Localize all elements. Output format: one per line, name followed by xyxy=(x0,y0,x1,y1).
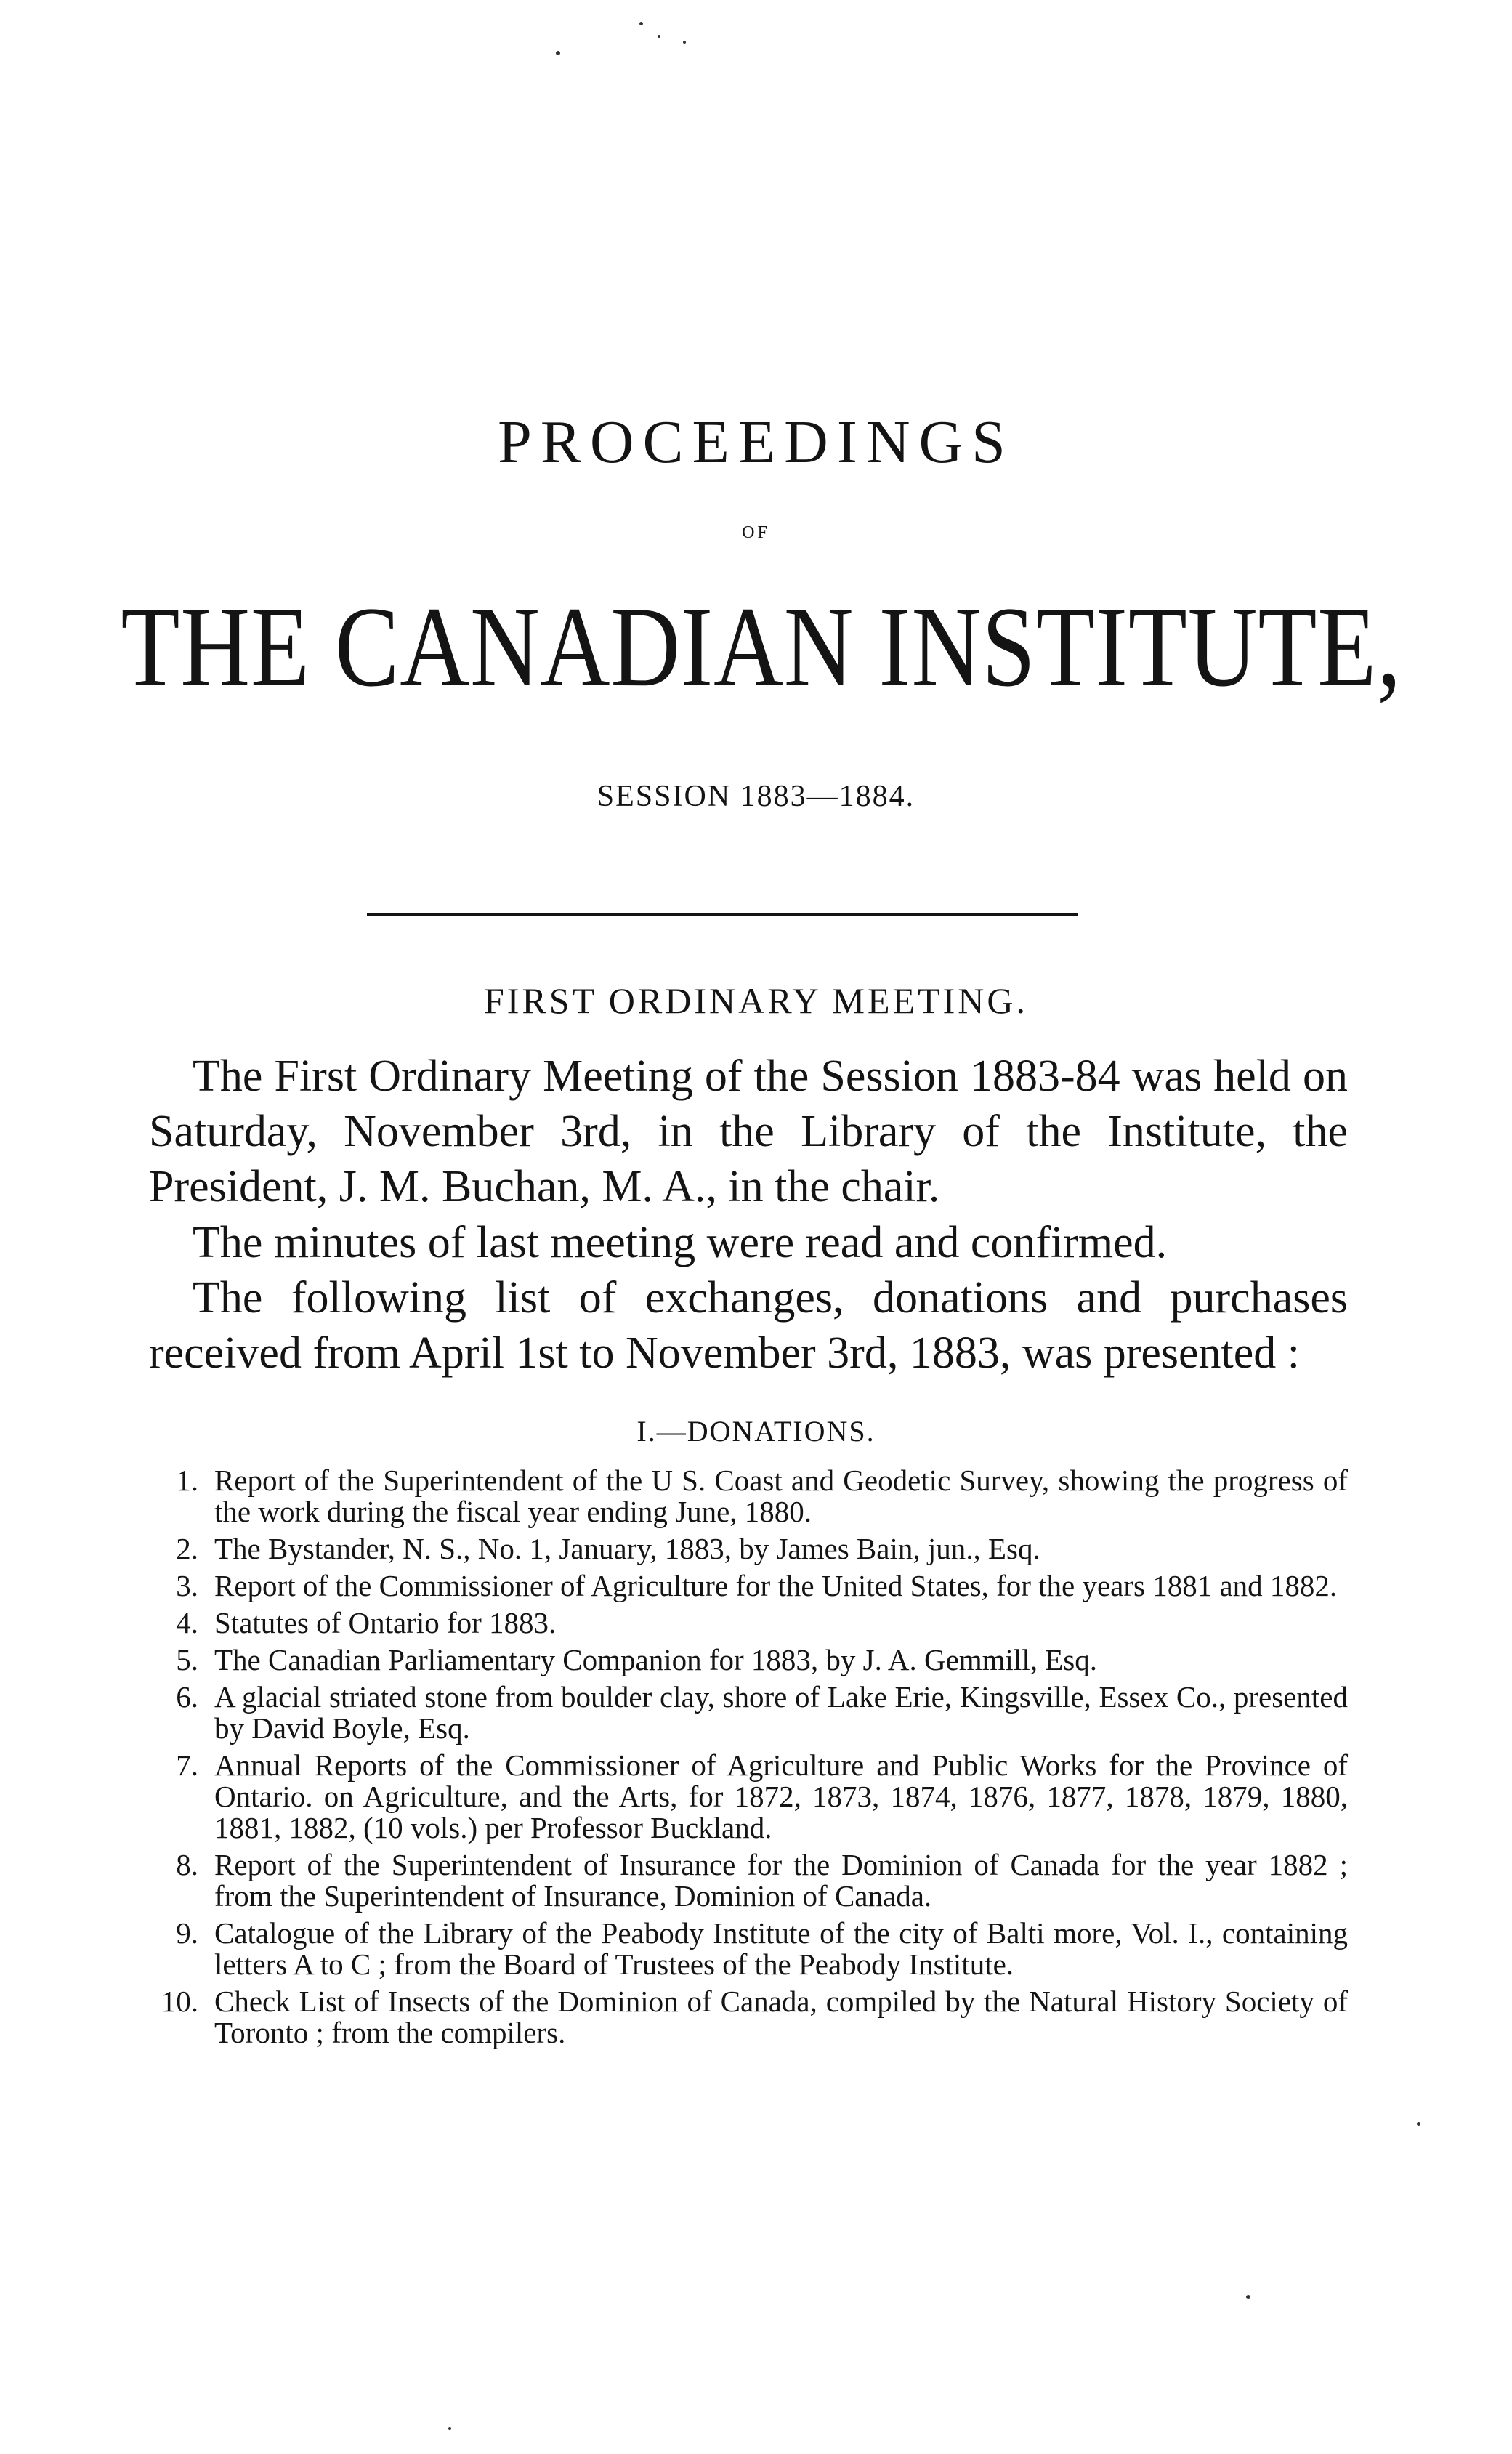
scan-speck xyxy=(683,41,686,44)
list-item xyxy=(149,1570,1348,1602)
item-text: The Canadian Parliamentary Companion for 1883, by J. A. Gemmill, Esq. xyxy=(214,1643,1097,1676)
item-number: 9. xyxy=(176,1916,198,1950)
list-item xyxy=(149,1465,1348,1527)
item-number: 8. xyxy=(176,1848,198,1881)
item-text: Report of the Superintendent of the U S. Coast and Geodetic Survey, showing the progress of the work during the fiscal year ending June, 1880. xyxy=(214,1464,1348,1528)
list-item xyxy=(149,1918,1348,1980)
list-item xyxy=(149,1607,1348,1639)
minutes-paragraph-2 xyxy=(149,1215,1348,1270)
item-text: Catalogue of the Library of the Peabody Institute of the city of Balti more, Vol. I., containing letters A to C ; from the Board of Trustees of the Peabody Institute. xyxy=(214,1916,1348,1981)
donations-heading: I.—DONATIONS. xyxy=(636,1415,876,1448)
scan-speck xyxy=(1246,2295,1250,2299)
scan-speck xyxy=(448,2427,451,2430)
meeting-title: FIRST ORDINARY MEETING. xyxy=(484,980,1028,1021)
item-number: 1. xyxy=(176,1464,198,1497)
list-item xyxy=(149,1644,1348,1676)
item-number: 3. xyxy=(176,1569,198,1602)
minutes-paragraph-1 xyxy=(149,1049,1348,1214)
list-item xyxy=(149,1986,1348,2049)
item-number: 2. xyxy=(176,1532,198,1565)
list-item xyxy=(149,1533,1348,1565)
item-text: Report of the Commissioner of Agriculture for the United States, for the years 1881 and 1882. xyxy=(214,1569,1338,1602)
item-number: 5. xyxy=(176,1643,198,1676)
item-text: The Bystander, N. S., No. 1, January, 1883, by James Bain, jun., Esq. xyxy=(214,1532,1040,1565)
item-text: A glacial striated stone from boulder clay, shore of Lake Erie, Kingsville, Essex Co., presented by David Boyle, Esq. xyxy=(214,1680,1348,1745)
item-number: 7. xyxy=(176,1748,198,1782)
minutes-paragraph-3 xyxy=(149,1270,1348,1381)
list-item xyxy=(149,1682,1348,1744)
scan-speck xyxy=(639,22,643,25)
title-canadian-institute: THE CANADIAN INSTITUTE, xyxy=(121,584,1402,711)
scan-speck xyxy=(658,35,660,38)
paragraph-text: The following list of exchanges, donations and purchases received from April 1st to November 3rd, 1883, was presented : xyxy=(149,1273,1348,1378)
list-item xyxy=(149,1849,1348,1912)
item-text: Check List of Insects of the Dominion of Canada, compiled by the Natural History Society of Toronto ; from the compilers. xyxy=(214,1985,1348,2049)
paragraph-text: The First Ordinary Meeting of the Session 1883-84 was held on Saturday, November 3rd, in the Library of the Institute, the President, J. M. Buchan, M. A., in the chair. xyxy=(149,1052,1348,1211)
scan-speck xyxy=(556,51,560,55)
paragraph-text: The minutes of last meeting were read and confirmed. xyxy=(193,1218,1168,1267)
item-number: 10. xyxy=(161,1985,198,2018)
item-text: Report of the Superintendent of Insurance for the Dominion of Canada for the year 1882 ; from the Superintendent of Insurance, Dominion of Canada. xyxy=(214,1848,1348,1913)
item-text: Statutes of Ontario for 1883. xyxy=(214,1606,557,1639)
title-of: OF xyxy=(742,523,770,542)
divider-rule xyxy=(367,913,1078,916)
title-proceedings: PROCEEDINGS xyxy=(498,408,1014,476)
item-number: 6. xyxy=(176,1680,198,1714)
scan-speck xyxy=(1417,2122,1420,2126)
session-years: SESSION 1883—1884. xyxy=(597,780,915,813)
item-number: 4. xyxy=(176,1606,198,1639)
donations-list xyxy=(149,1465,1348,2054)
item-text: Annual Reports of the Commissioner of Agriculture and Public Works for the Province of Ontario. on Agriculture, and the Arts, for 1872, 1873, 1874, 1876, 1877, 1878, 1879, 1880, 1881, 1882, (10 vols.) per Professor Buckland. xyxy=(214,1748,1348,1844)
list-item xyxy=(149,1750,1348,1844)
